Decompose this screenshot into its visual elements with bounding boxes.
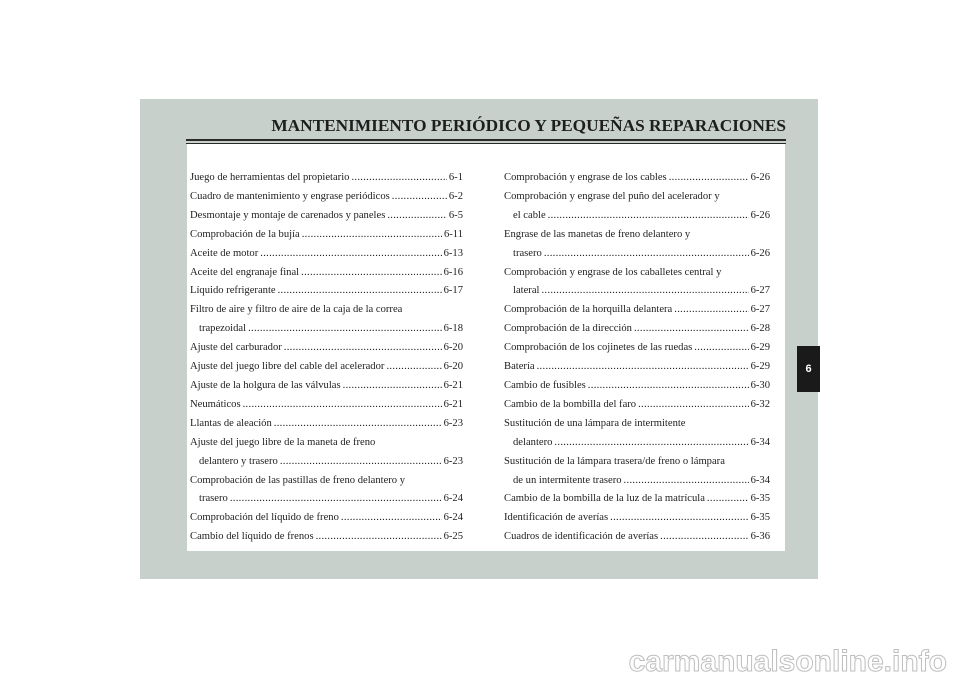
toc-entry-title-continued: lateral: [513, 285, 540, 297]
toc-page-number: 6-26: [750, 247, 770, 259]
toc-leader-dots: [387, 207, 447, 226]
toc-leader-dots: [634, 320, 749, 339]
toc-entry[interactable]: [504, 264, 770, 302]
toc-entry[interactable]: [190, 509, 463, 528]
toc-entry[interactable]: [504, 396, 770, 415]
toc-entry-title: Ajuste del carburador: [190, 342, 282, 354]
toc-leader-dots: [694, 339, 748, 358]
toc-entry[interactable]: [504, 528, 770, 547]
toc-entry[interactable]: [190, 264, 463, 283]
toc-entry[interactable]: [504, 301, 770, 320]
toc-leader-dots: [301, 264, 441, 283]
toc-entry[interactable]: [504, 320, 770, 339]
toc-entry-title: Ajuste del juego libre de la maneta de freno: [190, 436, 376, 448]
toc-page-number: 6-1: [448, 172, 463, 183]
toc-entry[interactable]: [190, 188, 463, 207]
toc-entry-title: Comprobación y engrase de los caballetes central y: [504, 266, 722, 278]
toc-entry[interactable]: [190, 207, 463, 226]
toc-page-number: 6-13: [443, 247, 463, 259]
toc-entry-title-continued: trasero: [513, 247, 542, 259]
page-title: MANTENIMIENTO PERIÓDICO Y PEQUEÑAS REPARACIONES: [271, 116, 786, 135]
toc-entry-title: Comprobación de los cojinetes de las ruedas: [504, 342, 693, 354]
toc-leader-dots: [588, 377, 749, 396]
toc-page-number: 6-27: [750, 304, 770, 316]
toc-leader-dots: [624, 472, 749, 491]
toc-page-number: 6-17: [443, 285, 463, 297]
toc-entry-title: Cambio de la bombilla del faro: [504, 398, 637, 410]
toc-page-number: 6-30: [750, 379, 770, 391]
toc-page-number: 6-2: [448, 190, 463, 202]
toc-entry-title: Desmontaje y montaje de carenados y paneles: [190, 209, 386, 221]
toc-page-number: 6-23: [443, 455, 463, 467]
toc-entry[interactable]: [190, 282, 463, 301]
toc-entry-title-continued: de un intermitente trasero: [513, 474, 622, 486]
toc-page-number: 6-34: [750, 474, 770, 486]
toc-entry-title: Sustitución de una lámpara de intermitente: [504, 417, 686, 429]
toc-entry-title: Comprobación de la horquilla delantera: [504, 304, 673, 316]
toc-entry-title: Comprobación de las pastillas de freno delantero y: [190, 474, 406, 486]
toc-page-number: 6-18: [443, 323, 463, 335]
toc-entry-title: Aceite del engranaje final: [190, 266, 300, 278]
toc-leader-dots: [248, 320, 442, 339]
toc-leader-dots: [260, 245, 441, 264]
toc-entry[interactable]: [504, 226, 770, 264]
toc-leader-dots: [386, 358, 441, 377]
toc-page-number: 6-28: [750, 323, 770, 335]
toc-page-number: 6-20: [443, 342, 463, 354]
toc-leader-dots: [541, 282, 748, 301]
toc-leader-dots: [674, 301, 748, 320]
toc-entry[interactable]: [190, 396, 463, 415]
toc-entry-title: Aceite de motor: [190, 247, 259, 259]
toc-entry-title-continued: el cable: [513, 209, 546, 221]
toc-entry-title: Cuadros de identificación de averías: [504, 531, 659, 543]
toc-entry[interactable]: [504, 339, 770, 358]
toc-entry[interactable]: [190, 472, 463, 510]
toc-entry-title: Identificación de averías: [504, 512, 609, 524]
toc-leader-dots: [284, 339, 442, 358]
toc-entry[interactable]: [504, 415, 770, 453]
toc-entry-title: Cambio de fusibles: [504, 379, 586, 391]
toc-entry-title-continued: delantero y trasero: [199, 455, 278, 467]
toc-leader-dots: [316, 528, 442, 547]
toc-leader-dots: [343, 377, 442, 396]
toc-entry-title-continued: trapezoidal: [199, 323, 247, 335]
toc-entry[interactable]: [504, 169, 770, 188]
toc-leader-dots: [274, 415, 442, 434]
toc-leader-dots: [537, 358, 749, 377]
toc-entry-title: Cuadro de mantenimiento y engrase periódicos: [190, 190, 390, 202]
toc-page-number: 6-25: [443, 531, 463, 543]
toc-leader-dots: [638, 396, 748, 415]
toc-entry[interactable]: [504, 188, 770, 226]
toc-page-number: 6-26: [750, 172, 770, 183]
toc-leader-dots: [610, 509, 748, 528]
toc-page-number: 6-21: [443, 379, 463, 391]
toc-entry-title: Neumáticos: [190, 398, 241, 410]
toc-entry-title: Comprobación de la dirección: [504, 323, 632, 335]
toc-entry-title: Batería: [504, 361, 535, 373]
toc-page-number: 6-29: [750, 361, 770, 373]
toc-leader-dots: [230, 490, 442, 509]
toc-leader-dots: [280, 453, 442, 472]
toc-entry-title: Comprobación y engrase de los cables: [504, 172, 667, 183]
toc-leader-dots: [351, 169, 446, 188]
toc-entry[interactable]: [190, 434, 463, 472]
toc-entry[interactable]: [190, 339, 463, 358]
toc-leader-dots: [278, 282, 442, 301]
toc-entry-title: Líquido refrigerante: [190, 285, 276, 297]
toc-entry-title: Juego de herramientas del propietario: [190, 172, 350, 183]
toc-entry-title: Sustitución de la lámpara trasera/de freno o lámpara: [504, 455, 725, 467]
toc-leader-dots: [548, 207, 749, 226]
chapter-tab[interactable]: 6: [797, 346, 820, 392]
toc-entry-title: Llantas de aleación: [190, 417, 272, 429]
toc-entry[interactable]: [190, 169, 463, 188]
toc-leader-dots: [302, 226, 442, 245]
svg-text:carmanualsonline.info: carmanualsonline.info: [628, 645, 947, 678]
toc-page-number: 6-26: [750, 209, 770, 221]
toc-entry-title: Cambio del líquido de frenos: [190, 531, 314, 543]
toc-entry-title: Ajuste de la holgura de las válvulas: [190, 379, 341, 391]
toc-leader-dots: [243, 396, 442, 415]
toc-page-number: 6-35: [750, 512, 770, 524]
toc-leader-dots: [707, 490, 749, 509]
toc-page-number: 6-11: [443, 228, 463, 240]
toc-page-number: 6-21: [443, 398, 463, 410]
toc-entry-title-continued: delantero: [513, 436, 553, 448]
toc-page-number: 6-24: [443, 493, 463, 505]
toc-leader-dots: [669, 169, 749, 188]
toc-leader-dots: [554, 434, 748, 453]
toc-page-number: 6-16: [443, 266, 463, 278]
toc-entry[interactable]: [190, 358, 463, 377]
toc-entry[interactable]: [504, 358, 770, 377]
toc-entry[interactable]: [190, 377, 463, 396]
toc-entry[interactable]: [504, 509, 770, 528]
toc-leader-dots: [341, 509, 442, 528]
toc-page-number: 6-24: [443, 512, 463, 524]
title-rule-thick: [186, 139, 786, 141]
toc-page-number: 6-36: [750, 531, 770, 543]
toc-page-number: 6-32: [750, 398, 770, 410]
toc-page-number: 6-29: [750, 342, 770, 354]
toc-page-number: 6-23: [443, 417, 463, 429]
toc-page-number: 6-20: [443, 361, 463, 373]
toc-leader-dots: [544, 245, 749, 264]
toc-left-column: [190, 169, 463, 547]
title-rule-thin: [186, 143, 786, 144]
toc-entry[interactable]: [190, 415, 463, 434]
toc-page-number: 6-35: [750, 493, 770, 505]
toc-entry-title: Ajuste del juego libre del cable del acelerador: [190, 361, 385, 373]
toc-entry-title: Cambio de la bombilla de la luz de la matrícula: [504, 493, 705, 505]
toc-entry[interactable]: [504, 490, 770, 509]
toc-entry-title-continued: trasero: [199, 493, 228, 505]
toc-leader-dots: [392, 188, 447, 207]
toc-entry[interactable]: [504, 453, 770, 491]
toc-entry-title: Comprobación del líquido de freno: [190, 512, 339, 524]
toc-entry[interactable]: [190, 301, 463, 339]
toc-entry-title: Engrase de las manetas de freno delantero y: [504, 228, 691, 240]
toc-entry[interactable]: [504, 377, 770, 396]
toc-entry[interactable]: [190, 245, 463, 264]
toc-entry[interactable]: [190, 226, 463, 245]
toc-entry-title: Filtro de aire y filtro de aire de la caja de la correa: [190, 304, 403, 316]
toc-page-number: 6-5: [448, 209, 463, 221]
toc-entry-title: Comprobación de la bujía: [190, 228, 300, 240]
toc-page-number: 6-34: [750, 436, 770, 448]
toc-entry[interactable]: [190, 528, 463, 547]
toc-right-column: [504, 169, 770, 547]
toc-page-number: 6-27: [750, 285, 770, 297]
toc-entry-title: Comprobación y engrase del puño del acelerador y: [504, 190, 720, 202]
toc-leader-dots: [660, 528, 748, 547]
